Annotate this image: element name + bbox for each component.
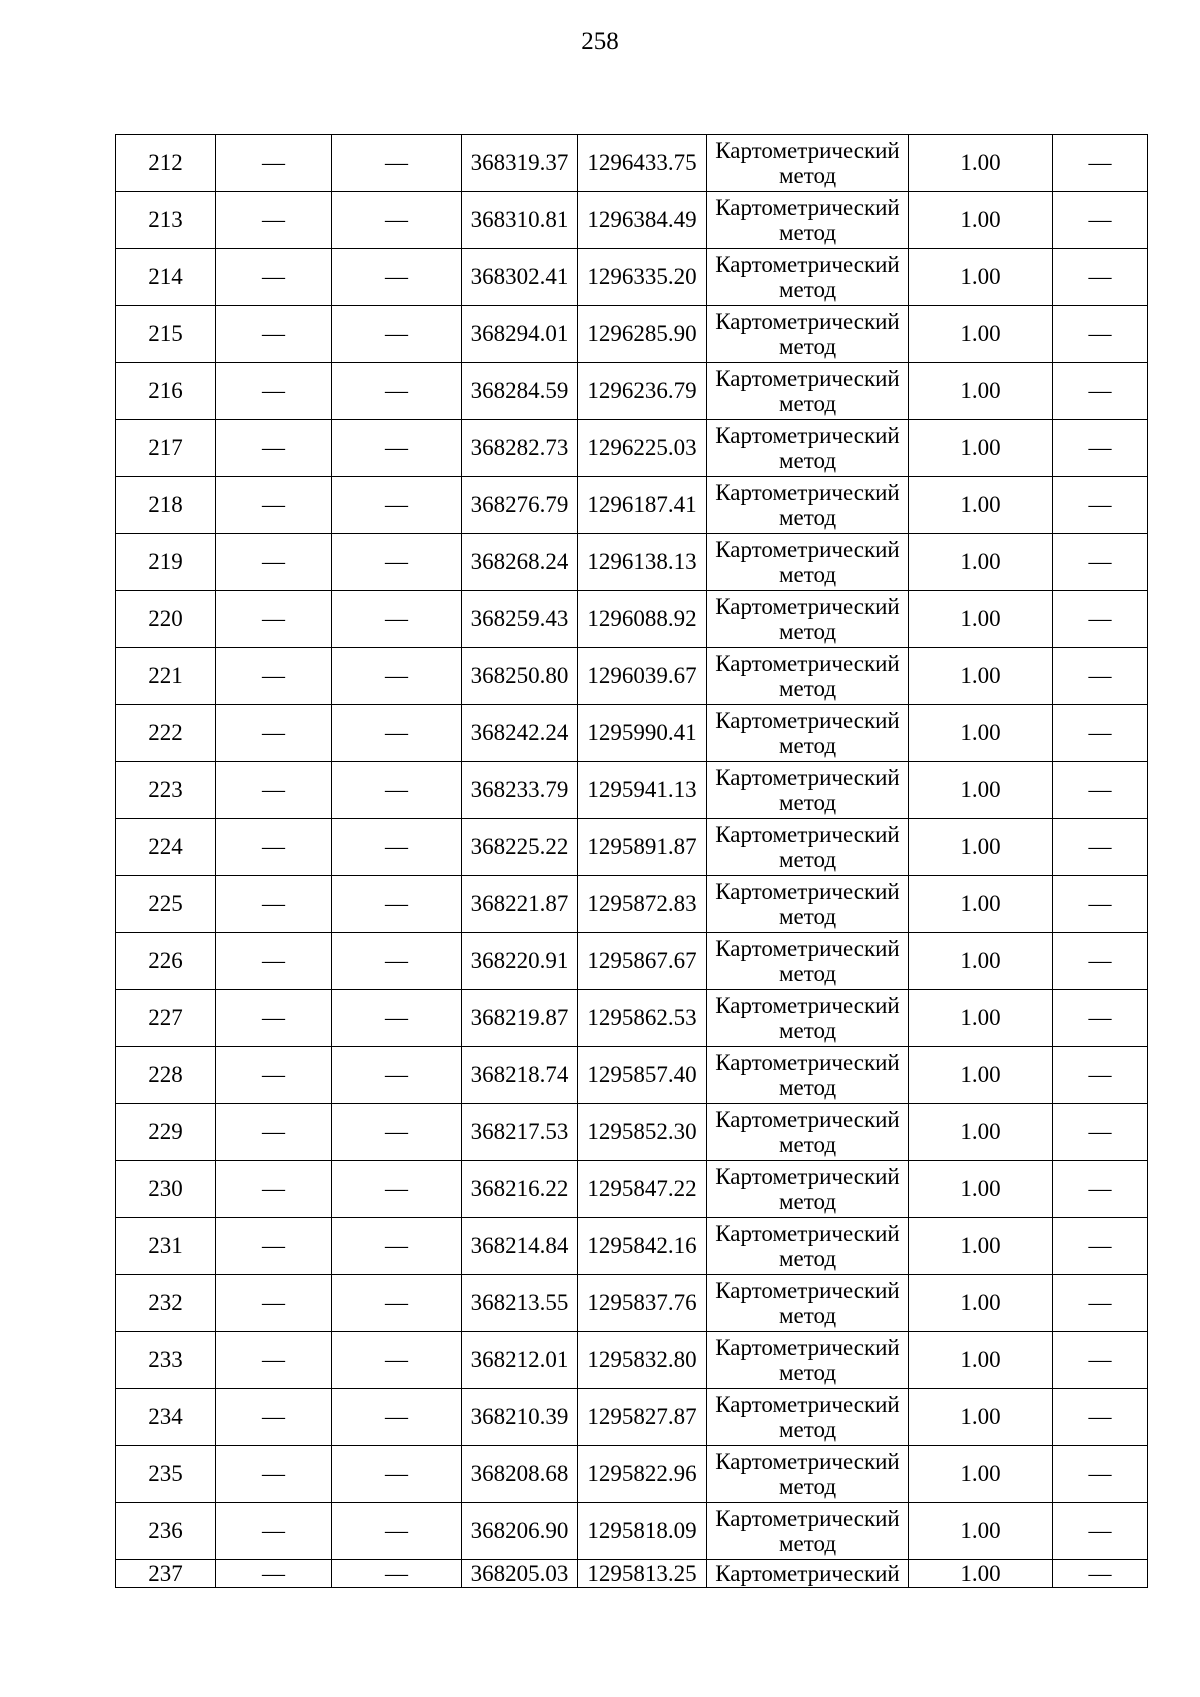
method-line-1: Картометрический: [715, 879, 900, 904]
method-line-2: метод: [778, 1189, 837, 1214]
accuracy-cell: 1.00: [909, 1161, 1053, 1218]
empty-dash-cell: —: [216, 990, 332, 1047]
empty-dash-cell: —: [1053, 1104, 1148, 1161]
empty-dash-cell: —: [216, 705, 332, 762]
empty-dash-cell: —: [216, 363, 332, 420]
empty-dash-cell: —: [1053, 249, 1148, 306]
empty-dash-cell: —: [216, 1389, 332, 1446]
empty-dash-cell: —: [332, 1218, 462, 1275]
empty-dash-cell: —: [332, 1503, 462, 1560]
empty-dash-cell: —: [332, 420, 462, 477]
method-cell: [707, 1560, 909, 1588]
empty-dash-cell: —: [216, 1446, 332, 1503]
y-coordinate-cell: 1295832.80: [578, 1332, 707, 1389]
method-line-1: Картометрический: [715, 1449, 900, 1474]
point-number-cell: 224: [116, 819, 216, 876]
x-coordinate-cell: 368220.91: [462, 933, 578, 990]
empty-dash-cell: —: [216, 1332, 332, 1389]
empty-dash-cell: —: [332, 1446, 462, 1503]
coordinates-table: [115, 134, 1148, 1588]
method-cell: [707, 1389, 909, 1446]
method-line-2: метод: [778, 1303, 837, 1328]
empty-dash-cell: —: [1053, 648, 1148, 705]
y-coordinate-cell: 1295827.87: [578, 1389, 707, 1446]
accuracy-cell: 1.00: [909, 420, 1053, 477]
method-line-2: метод: [778, 1132, 837, 1157]
method-cell: [707, 306, 909, 363]
y-coordinate-cell: 1296285.90: [578, 306, 707, 363]
x-coordinate-cell: 368219.87: [462, 990, 578, 1047]
empty-dash-cell: —: [1053, 591, 1148, 648]
empty-dash-cell: —: [1053, 876, 1148, 933]
y-coordinate-cell: 1295941.13: [578, 762, 707, 819]
y-coordinate-cell: 1295813.25: [578, 1560, 707, 1588]
table-row: [116, 420, 1148, 477]
method-cell: [707, 477, 909, 534]
empty-dash-cell: —: [332, 249, 462, 306]
y-coordinate-cell: 1295837.76: [578, 1275, 707, 1332]
x-coordinate-cell: 368250.80: [462, 648, 578, 705]
method-line-1: Картометрический: [715, 252, 900, 277]
point-number-cell: 214: [116, 249, 216, 306]
empty-dash-cell: —: [332, 1560, 462, 1588]
accuracy-cell: 1.00: [909, 135, 1053, 192]
empty-dash-cell: —: [332, 477, 462, 534]
empty-dash-cell: —: [1053, 363, 1148, 420]
method-cell: [707, 762, 909, 819]
y-coordinate-cell: 1296187.41: [578, 477, 707, 534]
empty-dash-cell: —: [332, 990, 462, 1047]
empty-dash-cell: —: [216, 819, 332, 876]
empty-dash-cell: —: [216, 1047, 332, 1104]
table-row: [116, 1446, 1148, 1503]
method-cell: [707, 648, 909, 705]
accuracy-cell: 1.00: [909, 705, 1053, 762]
table-row: [116, 819, 1148, 876]
method-line-1: Картометрический: [715, 1506, 900, 1531]
method-cell: [707, 1218, 909, 1275]
method-line-2: метод: [778, 505, 837, 530]
method-line-1: Картометрический: [715, 1107, 900, 1132]
table-row: [116, 1104, 1148, 1161]
method-line-1: Картометрический: [715, 1561, 900, 1586]
accuracy-cell: 1.00: [909, 306, 1053, 363]
method-cell: [707, 1332, 909, 1389]
empty-dash-cell: —: [332, 135, 462, 192]
method-line-2: метод: [778, 1474, 837, 1499]
method-cell: [707, 420, 909, 477]
empty-dash-cell: —: [332, 648, 462, 705]
x-coordinate-cell: 368221.87: [462, 876, 578, 933]
y-coordinate-cell: 1295852.30: [578, 1104, 707, 1161]
accuracy-cell: 1.00: [909, 1275, 1053, 1332]
empty-dash-cell: —: [216, 1275, 332, 1332]
method-line-2: метод: [778, 619, 837, 644]
empty-dash-cell: —: [332, 363, 462, 420]
empty-dash-cell: —: [216, 306, 332, 363]
y-coordinate-cell: 1295867.67: [578, 933, 707, 990]
empty-dash-cell: —: [216, 1503, 332, 1560]
method-line-1: Картометрический: [715, 1392, 900, 1417]
method-line-2: метод: [778, 1018, 837, 1043]
y-coordinate-cell: 1296335.20: [578, 249, 707, 306]
point-number-cell: 220: [116, 591, 216, 648]
x-coordinate-cell: 368302.41: [462, 249, 578, 306]
method-cell: [707, 705, 909, 762]
accuracy-cell: 1.00: [909, 648, 1053, 705]
x-coordinate-cell: 368212.01: [462, 1332, 578, 1389]
empty-dash-cell: —: [332, 1161, 462, 1218]
accuracy-cell: 1.00: [909, 762, 1053, 819]
empty-dash-cell: —: [216, 249, 332, 306]
x-coordinate-cell: 368210.39: [462, 1389, 578, 1446]
accuracy-cell: 1.00: [909, 249, 1053, 306]
method-line-1: Картометрический: [715, 309, 900, 334]
empty-dash-cell: —: [1053, 990, 1148, 1047]
x-coordinate-cell: 368217.53: [462, 1104, 578, 1161]
method-cell: [707, 192, 909, 249]
point-number-cell: 227: [116, 990, 216, 1047]
method-line-2: метод: [778, 733, 837, 758]
empty-dash-cell: —: [1053, 819, 1148, 876]
point-number-cell: 231: [116, 1218, 216, 1275]
y-coordinate-cell: 1295847.22: [578, 1161, 707, 1218]
table-row: [116, 1161, 1148, 1218]
method-line-2: метод: [778, 676, 837, 701]
method-cell: [707, 990, 909, 1047]
x-coordinate-cell: 368214.84: [462, 1218, 578, 1275]
accuracy-cell: 1.00: [909, 1218, 1053, 1275]
y-coordinate-cell: 1296384.49: [578, 192, 707, 249]
empty-dash-cell: —: [1053, 1560, 1148, 1588]
method-line-1: Картометрический: [715, 594, 900, 619]
point-number-cell: 215: [116, 306, 216, 363]
method-cell: [707, 876, 909, 933]
point-number-cell: 230: [116, 1161, 216, 1218]
method-line-2: метод: [778, 334, 837, 359]
accuracy-cell: 1.00: [909, 876, 1053, 933]
empty-dash-cell: —: [332, 933, 462, 990]
empty-dash-cell: —: [332, 306, 462, 363]
point-number-cell: 237: [116, 1560, 216, 1588]
x-coordinate-cell: 368282.73: [462, 420, 578, 477]
y-coordinate-cell: 1295842.16: [578, 1218, 707, 1275]
point-number-cell: 213: [116, 192, 216, 249]
point-number-cell: 221: [116, 648, 216, 705]
empty-dash-cell: —: [1053, 420, 1148, 477]
point-number-cell: 216: [116, 363, 216, 420]
method-line-2: метод: [778, 163, 837, 188]
accuracy-cell: 1.00: [909, 1389, 1053, 1446]
y-coordinate-cell: 1295857.40: [578, 1047, 707, 1104]
x-coordinate-cell: 368310.81: [462, 192, 578, 249]
table-row: [116, 135, 1148, 192]
x-coordinate-cell: 368213.55: [462, 1275, 578, 1332]
empty-dash-cell: —: [1053, 1218, 1148, 1275]
method-line-2: метод: [778, 1246, 837, 1271]
method-line-1: Картометрический: [715, 993, 900, 1018]
point-number-cell: 228: [116, 1047, 216, 1104]
empty-dash-cell: —: [1053, 1332, 1148, 1389]
method-line-2: метод: [778, 1531, 837, 1556]
empty-dash-cell: —: [1053, 1275, 1148, 1332]
table-row: [116, 648, 1148, 705]
point-number-cell: 217: [116, 420, 216, 477]
accuracy-cell: 1.00: [909, 1104, 1053, 1161]
method-line-2: метод: [778, 847, 837, 872]
table-row: [116, 192, 1148, 249]
empty-dash-cell: —: [332, 819, 462, 876]
table-row: [116, 1047, 1148, 1104]
empty-dash-cell: —: [216, 477, 332, 534]
method-line-1: Картометрический: [715, 480, 900, 505]
table-row: [116, 477, 1148, 534]
table-row: [116, 249, 1148, 306]
table-row: [116, 363, 1148, 420]
point-number-cell: 222: [116, 705, 216, 762]
method-line-1: Картометрический: [715, 423, 900, 448]
table-row: [116, 1275, 1148, 1332]
empty-dash-cell: —: [332, 1332, 462, 1389]
empty-dash-cell: —: [216, 1218, 332, 1275]
table-row: [116, 1332, 1148, 1389]
point-number-cell: 233: [116, 1332, 216, 1389]
table-row: [116, 762, 1148, 819]
x-coordinate-cell: 368206.90: [462, 1503, 578, 1560]
point-number-cell: 234: [116, 1389, 216, 1446]
accuracy-cell: 1.00: [909, 477, 1053, 534]
point-number-cell: 236: [116, 1503, 216, 1560]
method-cell: [707, 933, 909, 990]
empty-dash-cell: —: [216, 1161, 332, 1218]
accuracy-cell: 1.00: [909, 990, 1053, 1047]
method-line-2: метод: [778, 448, 837, 473]
empty-dash-cell: —: [1053, 477, 1148, 534]
method-line-1: Картометрический: [715, 822, 900, 847]
x-coordinate-cell: 368242.24: [462, 705, 578, 762]
table-row: [116, 591, 1148, 648]
table-row: [116, 876, 1148, 933]
x-coordinate-cell: 368259.43: [462, 591, 578, 648]
method-line-2: метод: [778, 961, 837, 986]
empty-dash-cell: —: [216, 534, 332, 591]
table-row: [116, 705, 1148, 762]
method-cell: [707, 1161, 909, 1218]
y-coordinate-cell: 1295818.09: [578, 1503, 707, 1560]
method-cell: [707, 363, 909, 420]
y-coordinate-cell: 1295872.83: [578, 876, 707, 933]
accuracy-cell: 1.00: [909, 534, 1053, 591]
method-line-1: Картометрический: [715, 1164, 900, 1189]
empty-dash-cell: —: [1053, 534, 1148, 591]
accuracy-cell: 1.00: [909, 1560, 1053, 1588]
empty-dash-cell: —: [1053, 1446, 1148, 1503]
table-row: [116, 534, 1148, 591]
empty-dash-cell: —: [216, 933, 332, 990]
x-coordinate-cell: 368218.74: [462, 1047, 578, 1104]
point-number-cell: 232: [116, 1275, 216, 1332]
y-coordinate-cell: 1296138.13: [578, 534, 707, 591]
empty-dash-cell: —: [1053, 933, 1148, 990]
x-coordinate-cell: 368294.01: [462, 306, 578, 363]
method-line-1: Картометрический: [715, 195, 900, 220]
x-coordinate-cell: 368276.79: [462, 477, 578, 534]
method-line-2: метод: [778, 562, 837, 587]
table-row: [116, 1218, 1148, 1275]
empty-dash-cell: —: [216, 876, 332, 933]
method-cell: [707, 135, 909, 192]
empty-dash-cell: —: [332, 591, 462, 648]
empty-dash-cell: —: [216, 591, 332, 648]
point-number-cell: 235: [116, 1446, 216, 1503]
y-coordinate-cell: 1296088.92: [578, 591, 707, 648]
method-line-1: Картометрический: [715, 708, 900, 733]
y-coordinate-cell: 1295891.87: [578, 819, 707, 876]
empty-dash-cell: —: [332, 1047, 462, 1104]
method-cell: [707, 819, 909, 876]
x-coordinate-cell: 368319.37: [462, 135, 578, 192]
empty-dash-cell: —: [1053, 705, 1148, 762]
table-body: [116, 135, 1148, 1588]
method-line-1: Картометрический: [715, 765, 900, 790]
point-number-cell: 225: [116, 876, 216, 933]
method-line-1: Картометрический: [715, 1335, 900, 1360]
table-row: [116, 306, 1148, 363]
method-line-2: метод: [778, 1417, 837, 1442]
method-line-1: Картометрический: [715, 651, 900, 676]
method-line-1: Картометрический: [715, 138, 900, 163]
method-cell: [707, 1446, 909, 1503]
method-line-1: Картометрический: [715, 1221, 900, 1246]
method-cell: [707, 1275, 909, 1332]
x-coordinate-cell: 368284.59: [462, 363, 578, 420]
empty-dash-cell: —: [1053, 762, 1148, 819]
method-line-2: метод: [778, 904, 837, 929]
table-row: [116, 1503, 1148, 1560]
empty-dash-cell: —: [332, 762, 462, 819]
point-number-cell: 218: [116, 477, 216, 534]
empty-dash-cell: —: [332, 1104, 462, 1161]
y-coordinate-cell: 1295990.41: [578, 705, 707, 762]
point-number-cell: 212: [116, 135, 216, 192]
y-coordinate-cell: 1295822.96: [578, 1446, 707, 1503]
empty-dash-cell: —: [216, 1104, 332, 1161]
x-coordinate-cell: 368268.24: [462, 534, 578, 591]
empty-dash-cell: —: [1053, 1389, 1148, 1446]
table-row: [116, 933, 1148, 990]
empty-dash-cell: —: [1053, 306, 1148, 363]
accuracy-cell: 1.00: [909, 933, 1053, 990]
empty-dash-cell: —: [332, 876, 462, 933]
empty-dash-cell: —: [216, 192, 332, 249]
x-coordinate-cell: 368208.68: [462, 1446, 578, 1503]
method-cell: [707, 249, 909, 306]
point-number-cell: 226: [116, 933, 216, 990]
method-line-1: Картометрический: [715, 366, 900, 391]
method-line-1: Картометрический: [715, 1278, 900, 1303]
table-row: [116, 1389, 1148, 1446]
method-line-2: метод: [778, 1075, 837, 1100]
accuracy-cell: 1.00: [909, 1047, 1053, 1104]
method-cell: [707, 591, 909, 648]
point-number-cell: 223: [116, 762, 216, 819]
empty-dash-cell: —: [216, 1560, 332, 1588]
empty-dash-cell: —: [216, 135, 332, 192]
method-cell: [707, 1104, 909, 1161]
empty-dash-cell: —: [332, 1275, 462, 1332]
point-number-cell: 219: [116, 534, 216, 591]
method-cell: [707, 1047, 909, 1104]
y-coordinate-cell: 1295862.53: [578, 990, 707, 1047]
x-coordinate-cell: 368233.79: [462, 762, 578, 819]
empty-dash-cell: —: [216, 420, 332, 477]
empty-dash-cell: —: [1053, 192, 1148, 249]
method-line-1: Картометрический: [715, 936, 900, 961]
accuracy-cell: 1.00: [909, 1332, 1053, 1389]
empty-dash-cell: —: [332, 192, 462, 249]
page-number: 258: [581, 28, 619, 55]
method-cell: [707, 534, 909, 591]
y-coordinate-cell: 1296433.75: [578, 135, 707, 192]
method-cell: [707, 1503, 909, 1560]
y-coordinate-cell: 1296039.67: [578, 648, 707, 705]
empty-dash-cell: —: [1053, 135, 1148, 192]
point-number-cell: 229: [116, 1104, 216, 1161]
empty-dash-cell: —: [332, 534, 462, 591]
accuracy-cell: 1.00: [909, 591, 1053, 648]
method-line-2: метод: [778, 391, 837, 416]
y-coordinate-cell: 1296236.79: [578, 363, 707, 420]
accuracy-cell: 1.00: [909, 1446, 1053, 1503]
table-row: [116, 1560, 1148, 1588]
empty-dash-cell: —: [216, 648, 332, 705]
accuracy-cell: 1.00: [909, 819, 1053, 876]
x-coordinate-cell: 368225.22: [462, 819, 578, 876]
empty-dash-cell: —: [1053, 1503, 1148, 1560]
empty-dash-cell: —: [1053, 1161, 1148, 1218]
y-coordinate-cell: 1296225.03: [578, 420, 707, 477]
method-line-1: Картометрический: [715, 537, 900, 562]
method-line-2: метод: [778, 220, 837, 245]
x-coordinate-cell: 368205.03: [462, 1560, 578, 1588]
empty-dash-cell: —: [332, 1389, 462, 1446]
table-row: [116, 990, 1148, 1047]
empty-dash-cell: —: [332, 705, 462, 762]
method-line-2: метод: [778, 790, 837, 815]
empty-dash-cell: —: [1053, 1047, 1148, 1104]
accuracy-cell: 1.00: [909, 1503, 1053, 1560]
method-line-2: метод: [778, 1360, 837, 1385]
x-coordinate-cell: 368216.22: [462, 1161, 578, 1218]
accuracy-cell: 1.00: [909, 363, 1053, 420]
method-line-1: Картометрический: [715, 1050, 900, 1075]
accuracy-cell: 1.00: [909, 192, 1053, 249]
method-line-2: метод: [778, 277, 837, 302]
empty-dash-cell: —: [216, 762, 332, 819]
